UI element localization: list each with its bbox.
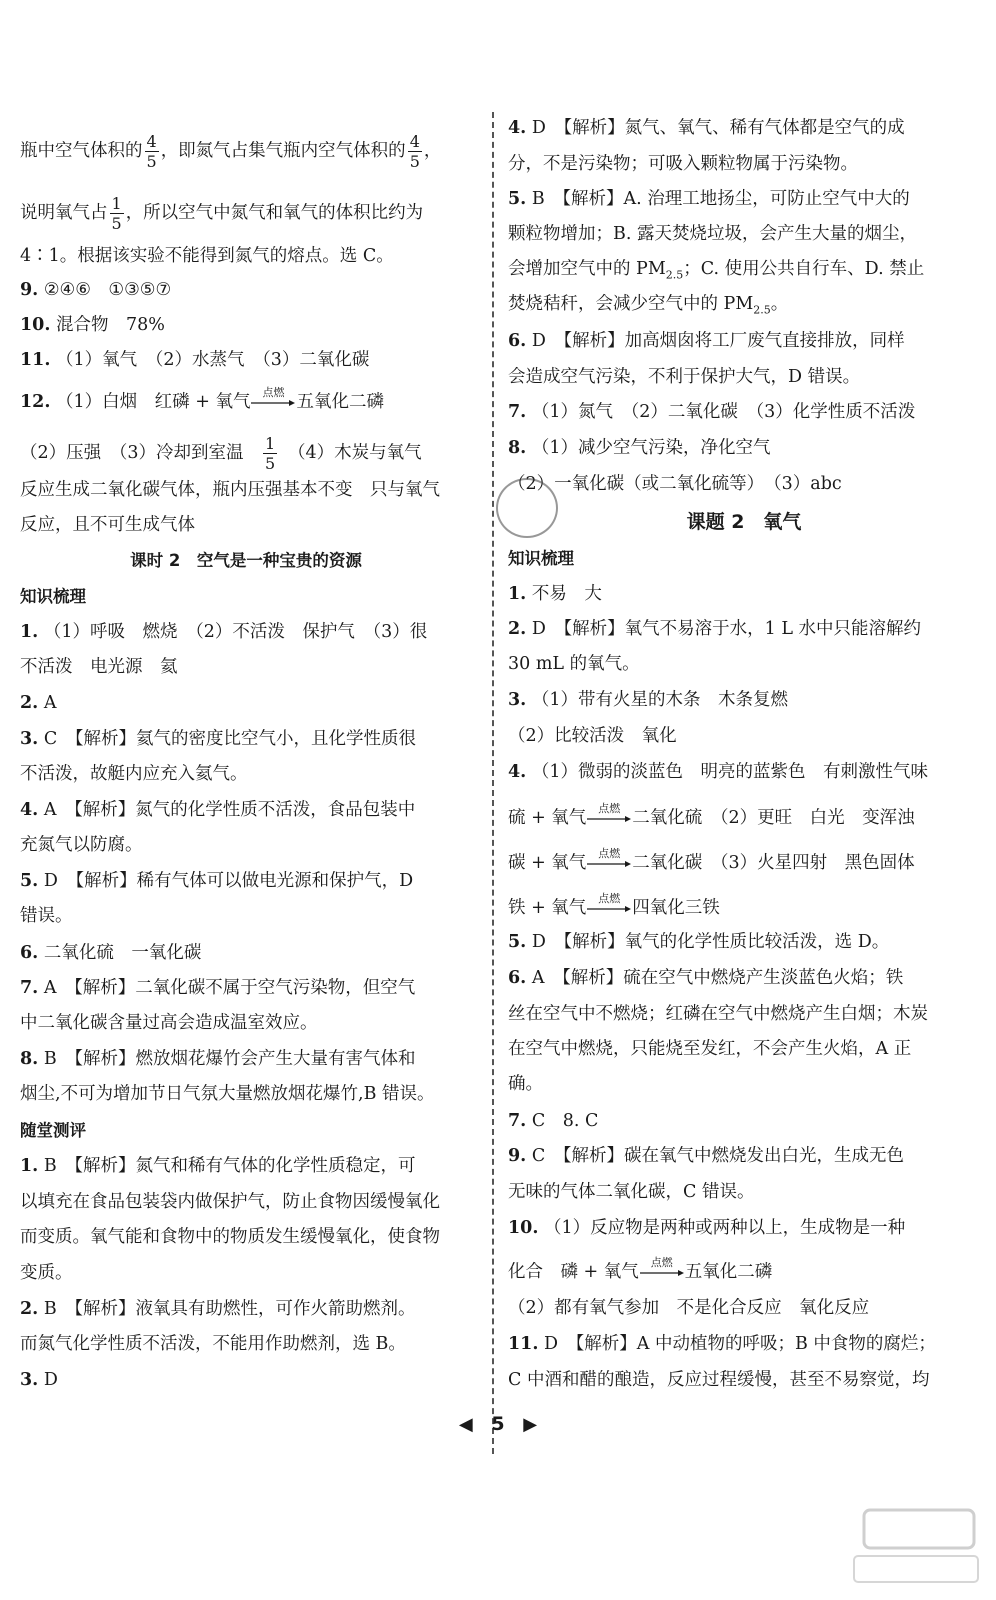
text-line: 而变质。氧气能和食物中的物质发生缓慢氧化，使食物 <box>20 1227 440 1247</box>
answer-12-part2: （2）压强 （3）冷却到室温 $\frac{1}{5}$ （4）木炭与氧气 <box>20 434 422 473</box>
text-line: 确。 <box>508 1074 543 1094</box>
fraction: $\frac{1}{5}$ <box>265 434 276 473</box>
page-navigation <box>0 1413 996 1435</box>
text-line: 4∶1。根据该实验不能得到氮气的熔点。选 C。 <box>20 246 394 266</box>
text-line: 不活泼，故艇内应充入氦气。 <box>20 764 248 784</box>
fraction: $\frac{1}{5}$ <box>111 194 122 233</box>
reaction-arrow: 点燃 <box>640 1257 684 1277</box>
reaction-line: 碳 + 氧气 点燃 二氧化碳 （3）火星四射 黑色固体 <box>508 846 915 873</box>
text-line: 错误。 <box>20 906 73 926</box>
text-line: 丝在空气中不燃烧；红磷在空气中燃烧产生白烟；木炭 <box>508 1004 928 1024</box>
column-divider <box>492 112 494 1454</box>
text-line: 中二氧化碳含量过高会造成温室效应。 <box>20 1013 318 1033</box>
answer-1: 1. （1）呼吸 燃烧 （2）不活泼 保护气 （3）很 <box>20 622 428 642</box>
subsection-title: 知识梳理 <box>508 549 574 568</box>
oxygen-answer-11: 11. D 【解析】A 中动植物的呼吸；B 中食物的腐烂； <box>508 1334 936 1354</box>
text-line: 无味的气体二氧化碳，C 错误。 <box>508 1182 755 1202</box>
text-line: 会造成空气污染，不利于保护大气，D 错误。 <box>508 367 861 387</box>
site-logo-watermark <box>834 1506 984 1586</box>
answer-4: 4. D 【解析】氮气、氧气、稀有气体都是空气的成 <box>508 118 905 138</box>
text-line: 不活泼 电光源 氦 <box>20 657 178 677</box>
reaction-line: 铁 + 氧气 点燃 四氧化三铁 <box>508 891 720 918</box>
line-fraction-1: 瓶中空气体积的 $\frac{4}{5}$ ，即氮气占集气瓶内空气体积的 $\frac{4}{5}$ ， <box>20 132 442 171</box>
answer-6: 6. D 【解析】加高烟囱将工厂废气直接排放，同样 <box>508 331 905 351</box>
oxygen-answer-4: 4. （1）微弱的淡蓝色 明亮的蓝紫色 有刺激性气味 <box>508 762 928 782</box>
text-line: 反应生成二氧化碳气体，瓶内压强基本不变 只与氧气 <box>20 480 440 500</box>
text-line: 烟尘,不可为增加节日气氛大量燃放烟花爆竹,B 错误。 <box>20 1084 435 1104</box>
oxygen-answer-9: 9. C 【解析】碳在氧气中燃烧发出白光，生成无色 <box>508 1146 904 1166</box>
logo-graphic <box>834 1506 984 1586</box>
answer-6: 6. 二氧化硫 一氧化碳 <box>20 943 202 963</box>
text-line-pm25: 会增加空气中的 $PM_{2.5}$；C. 使用公共自行车、D. 禁止 <box>508 259 925 282</box>
answer-4: 4. A 【解析】氮气的化学性质不活泼，食品包装中 <box>20 800 416 820</box>
answer-10: 10. 混合物 78% <box>20 315 165 335</box>
answer-2: 2. A <box>20 693 57 713</box>
answer-8: 8. （1）减少空气污染，净化空气 <box>508 438 771 458</box>
text-line: 以填充在食品包装袋内做保护气，防止食物因缓慢氧化 <box>20 1192 440 1212</box>
oxygen-answer-5: 5. D 【解析】氧气的化学性质比较活泼，选 D。 <box>508 932 890 952</box>
answer-9: 9. ②④⑥ ①③⑤⑦ <box>20 280 172 300</box>
text-line-pm25: 焚烧秸秆，会减少空气中的 $PM_{2.5}$。 <box>508 294 789 317</box>
text-line: 在空气中燃烧，只能烧至发红，不会产生火焰，A 正 <box>508 1039 912 1059</box>
oxygen-answer-3: 3. （1）带有火星的木条 木条复燃 <box>508 690 788 710</box>
oxygen-answer-7-8: 7. C 8. C <box>508 1111 599 1131</box>
text-line: 变质。 <box>20 1263 73 1283</box>
stamp-watermark <box>496 478 558 538</box>
reaction-arrow: 点燃 <box>251 387 295 407</box>
test-answer-2: 2. B 【解析】液氧具有助燃性，可作火箭助燃剂。 <box>20 1299 416 1319</box>
subsection-title: 知识梳理 <box>20 587 86 606</box>
reaction-arrow: 点燃 <box>587 848 631 868</box>
test-answer-1: 1. B 【解析】氮气和稀有气体的化学性质稳定，可 <box>20 1156 416 1176</box>
text-line: （2）比较活泼 氧化 <box>508 726 677 746</box>
text-line: 30 mL 的氧气。 <box>508 654 640 674</box>
text-line: 颗粒物增加；B. 露天焚烧垃圾，会产生大量的烟尘， <box>508 224 917 244</box>
reaction-arrow: 点燃 <box>587 893 631 913</box>
triangle-right-icon[interactable]: ▶ <box>523 1414 538 1435</box>
oxygen-answer-2: 2. D 【解析】氧气不易溶于水，1 L 水中只能溶解约 <box>508 619 922 639</box>
answer-11: 11. （1）氧气 （2）水蒸气 （3）二氧化碳 <box>20 350 370 370</box>
line-fraction-2: 说明氧气占 $\frac{1}{5}$ ，所以空气中氮气和氧气的体积比约为 <box>20 194 424 233</box>
text-line: C 中酒和醋的酿造，反应过程缓慢，甚至不易察觉，均 <box>508 1370 930 1390</box>
page-number: 5 <box>491 1413 505 1435</box>
section-title: 课题 2 氧气 <box>686 511 802 533</box>
oxygen-answer-6: 6. A 【解析】硫在空气中燃烧产生淡蓝色火焰；铁 <box>508 968 904 988</box>
answer-3: 3. C 【解析】氦气的密度比空气小，且化学性质很 <box>20 729 416 749</box>
triangle-left-icon[interactable]: ◀ <box>458 1414 473 1435</box>
answer-7: 7. （1）氮气 （2）二氧化碳 （3）化学性质不活泼 <box>508 402 916 422</box>
section-title: 课时 2 空气是一种宝贵的资源 <box>130 551 362 570</box>
text-line: 充氮气以防腐。 <box>20 835 143 855</box>
test-answer-3: 3. D <box>20 1370 58 1390</box>
text-line: 反应，且不可生成气体 <box>20 515 195 535</box>
subsection-title: 随堂测评 <box>20 1121 86 1140</box>
fraction: $\frac{4}{5}$ <box>146 132 157 171</box>
text-line: （2）一氧化碳（或二氧化硫等） （3）abc <box>508 474 842 494</box>
text-line: （2）都有氧气参加 不是化合反应 氧化反应 <box>508 1298 870 1318</box>
answer-7: 7. A 【解析】二氧化碳不属于空气污染物，但空气 <box>20 978 416 998</box>
reaction-line: 化合 磷 + 氧气 点燃 五氧化二磷 <box>508 1255 773 1282</box>
answer-5: 5. B 【解析】A. 治理工地扬尘，可防止空气中大的 <box>508 189 910 209</box>
oxygen-answer-1: 1. 不易 大 <box>508 584 602 604</box>
answer-5: 5. D 【解析】稀有气体可以做电光源和保护气，D <box>20 871 414 891</box>
answer-12: 12. （1）白烟 红磷 + 氧气 点燃 五氧化二磷 <box>20 385 384 412</box>
text-line: 分，不是污染物；可吸入颗粒物属于污染物。 <box>508 154 858 174</box>
oxygen-answer-10: 10. （1）反应物是两种或两种以上，生成物是一种 <box>508 1218 906 1238</box>
reaction-arrow: 点燃 <box>587 803 631 823</box>
reaction-line: 硫 + 氧气 点燃 二氧化硫 （2）更旺 白光 变浑浊 <box>508 801 915 828</box>
answer-8: 8. B 【解析】燃放烟花爆竹会产生大量有害气体和 <box>20 1049 416 1069</box>
fraction: $\frac{4}{5}$ <box>409 132 420 171</box>
text-line: 而氮气化学性质不活泼，不能用作助燃剂，选 B。 <box>20 1334 406 1354</box>
